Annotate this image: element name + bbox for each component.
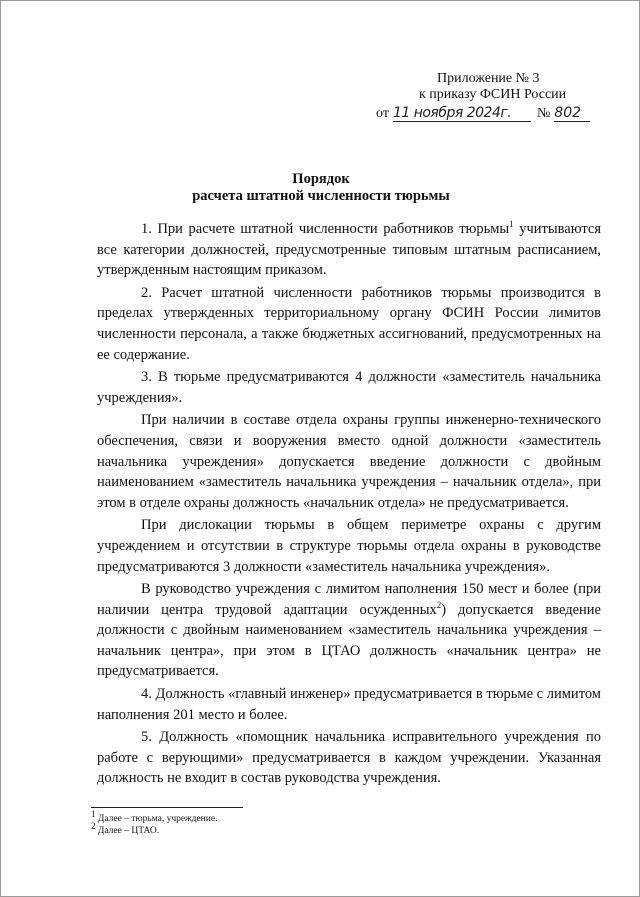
order-reference: к приказу ФСИН России [419,87,567,102]
number-label: № [536,106,551,121]
handwritten-date: 11 ноября 2024г. [393,105,531,122]
document-body [97,219,601,789]
paragraph-3-guard-group: При наличии в составе отдела охраны группы инженерно-технического обеспечения, связи и вооружения вместо одной должности «заместитель начальника учреждения» допускается введение должности с двойным наименованием «заместитель начальника учреждения – начальник отдела», при этом в отделе охраны должность «начальник отдела» не предусматривается. [97,412,601,511]
handwritten-number: 802 [554,105,590,122]
paragraph-4: 4. Должность «главный инженер» предусматривается в тюрьме с лимитом наполнения 201 место и более. [97,686,601,723]
footnote-1-text: Далее – тюрьма, учреждение. [95,814,218,824]
footnote-ref-2: 2 [436,599,442,610]
document-title [1,171,640,205]
paragraph-6-start: В руководство учреждения с лимитом наполнения 150 мест и более (при наличии центра трудовой адаптации осужденных [97,581,601,618]
paragraph-2: 2. Расчет штатной численности работников тюрьмы производится в пределах утвержденных территориальному органу ФСИН России лимитов численности персонала, а также бюджетных ассигнований, предусмотренных на ее содержание. [97,284,601,363]
order-date-line [376,105,606,122]
paragraph-3: 3. В тюрьме предусматриваются 4 должности «заместитель начальника учреждения». [97,369,601,406]
paragraph-1-end: учитываются все категории должностей, предусмотренные типовым штатным расписанием, утвержденным настоящим приказом. [97,221,601,279]
paragraph-1 [97,219,601,281]
paragraph-5: 5. Должность «помощник начальника исправительного учреждения по работе с верующими» предусматривается в каждом учреждении. Указанная должность не входит в состав руководства учреждения. [97,729,601,787]
from-label: от [376,106,389,121]
footnote-2-text: Далее – ЦТАО. [95,826,160,836]
order-header [376,71,606,122]
paragraph-1-start: 1. При расчете штатной численности работников тюрьмы [141,221,510,237]
appendix-label: Приложение № 3 [437,71,540,86]
footnote-separator [91,807,243,808]
footnote-1-number: 1 [91,808,96,819]
footnotes [91,808,391,837]
footnote-2 [91,820,391,837]
footnote-1 [91,808,391,825]
paragraph-3-shared-perimeter: При дислокации тюрьмы в общем периметре охраны с другим учреждением и отсутствии в структуре тюрьмы отдела охраны в руководстве предусматриваются 3 должности «заместитель начальника учреждения». [97,517,601,575]
title-line-1: Порядок [292,171,350,187]
title-line-2: расчета штатной численности тюрьмы [192,188,450,204]
footnote-ref-1: 1 [509,219,514,230]
paragraph-3-labor-center [97,579,601,682]
footnote-2-number: 2 [91,820,96,831]
paragraph-6-end: ) допускается введение должности с двойным наименованием «заместитель начальника учреждения – начальник центра», при этом в ЦТАО должность «начальник центра» не предусматривается. [97,601,601,680]
